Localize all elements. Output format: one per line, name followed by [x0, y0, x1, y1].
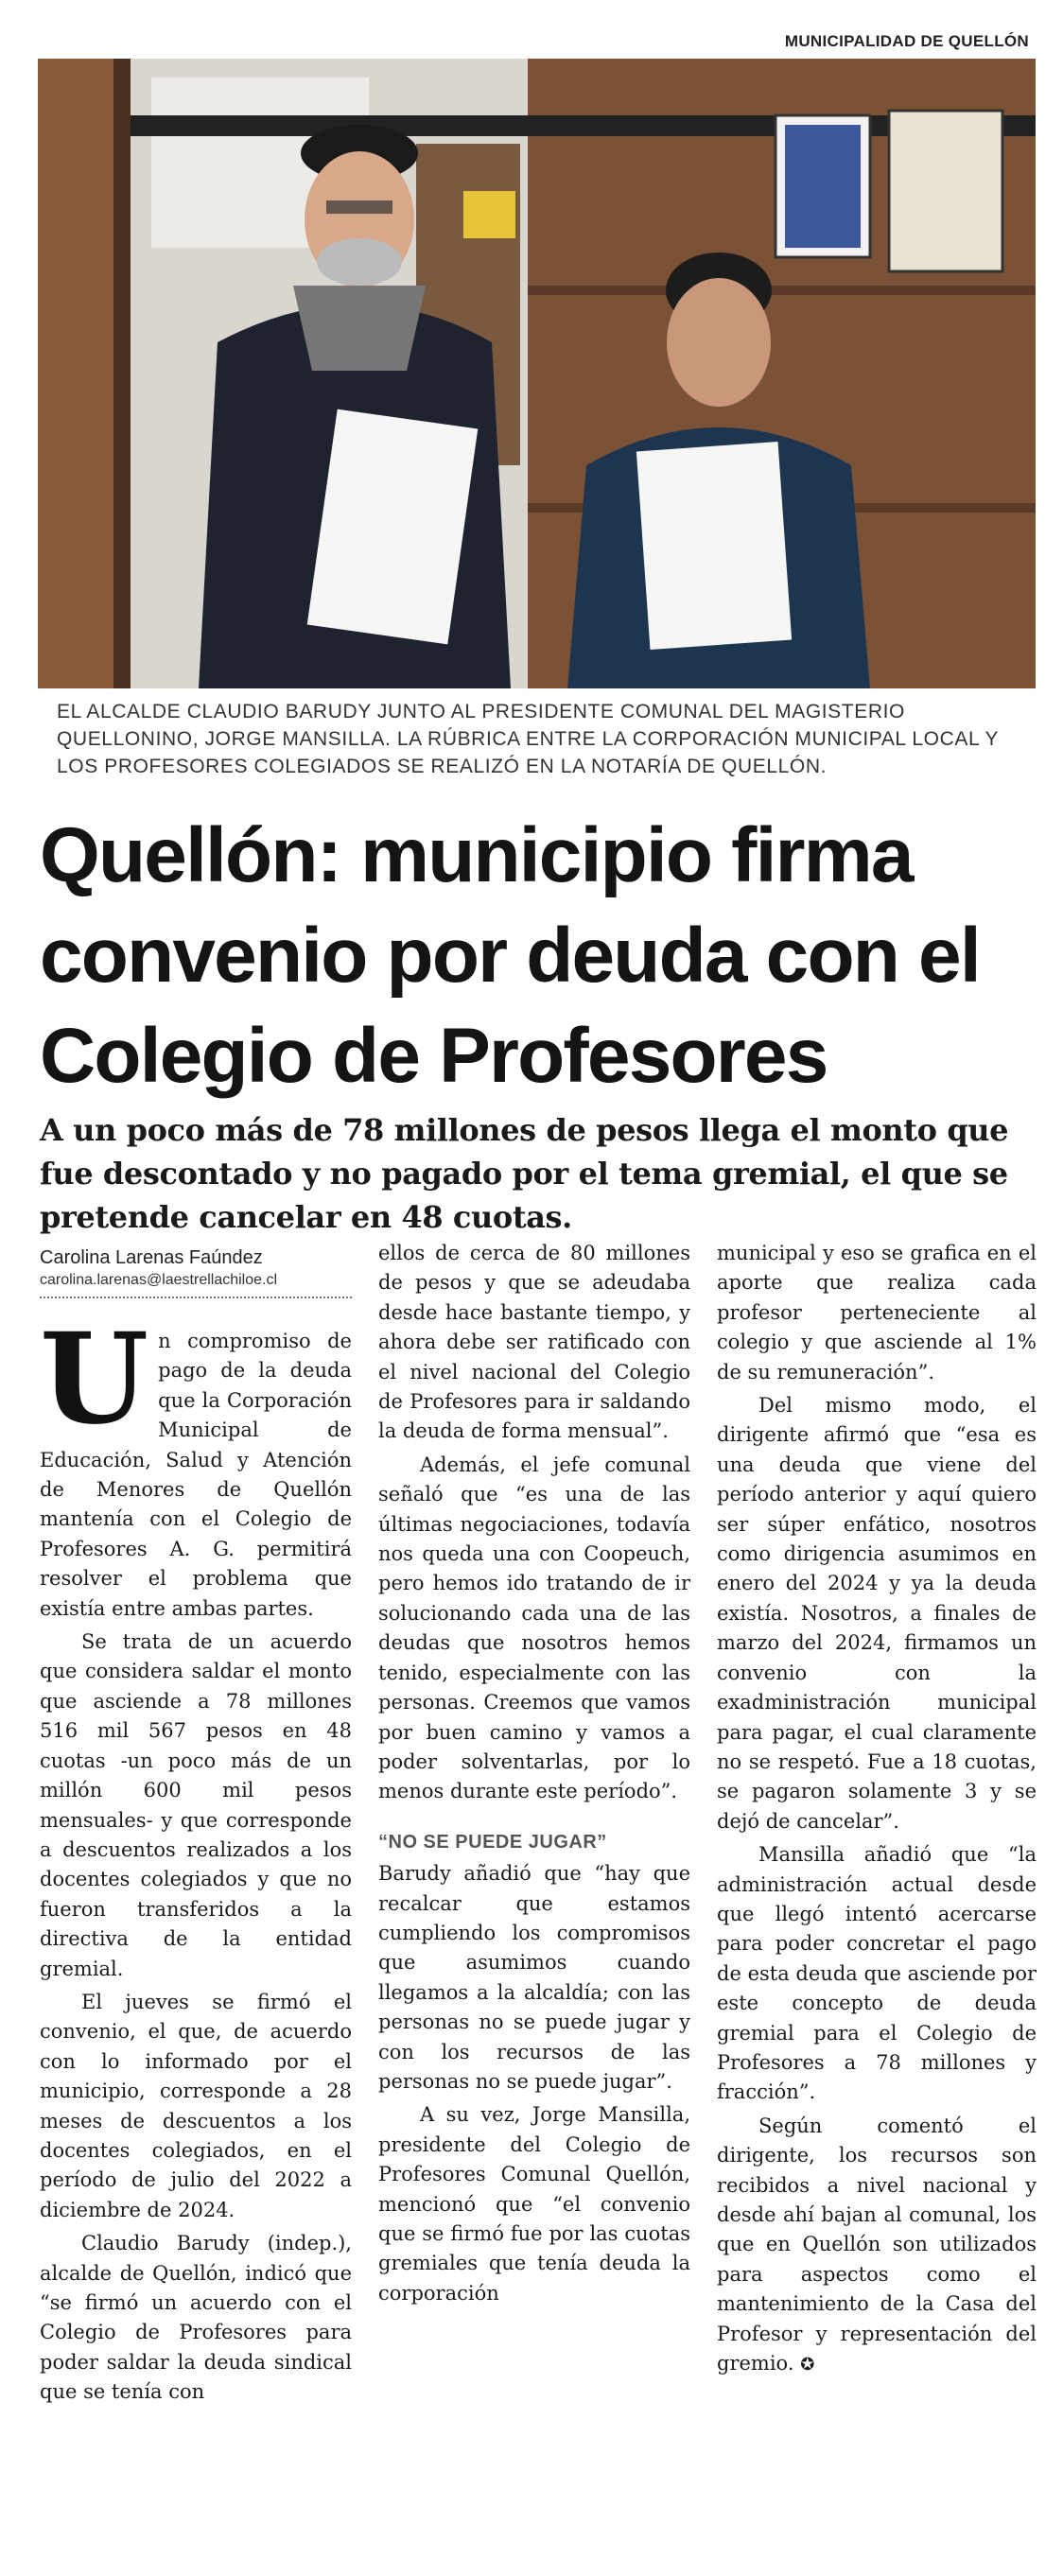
article-column-1: [40, 1306, 352, 2411]
byline-divider: [40, 1297, 352, 1298]
paragraph: municipal y eso se grafica en el aporte que realiza cada profesor perteneciente al colegio y que asciende al 1% de su remuneración”.: [717, 1242, 1037, 1384]
end-mark-icon: ✪: [800, 2355, 815, 2376]
article-column-2: [378, 1239, 690, 2312]
paragraph-text: n compromiso de pago de la deuda que la Corporación Municipal de Educación, Salud y Atención de Menores de Quellón mantenía con el Colegio de Profesores A. G. permitirá resolver el problema que existía entre ambas partes.: [40, 1330, 352, 1620]
photo-credit: MUNICIPALIDAD DE QUELLÓN: [784, 32, 1029, 50]
paragraph: Mansilla añadió que “la administración actual desde que llegó intentó acercarse para poder concretar el pago de esta deuda que asciende por este concepto de deuda gremial para el Colegio de Profesores a 78 millones y fracción”.: [717, 1843, 1037, 2104]
news-photo: [38, 59, 1036, 688]
paragraph: Barudy añadió que “hay que recalcar que estamos cumpliendo los compromisos que asumimos cuando llegamos a la alcaldía; con las personas no se puede jugar y con los recursos de las personas no se puede jugar”.: [378, 1862, 690, 2093]
byline: [40, 1245, 352, 1291]
paragraph: A su vez, Jorge Mansilla, presidente del Colegio de Profesores Comunal Quellón, mencionó que “el convenio que se firmó fue por las cuotas gremiales que tenía deuda la corporación: [378, 2103, 690, 2305]
paragraph: Además, el jefe comunal señaló que “es una de las últimas negociaciones, todavía nos queda una con Coopeuch, pero hemos ido tratando de ir solucionando cada una de las deudas que nosotros hemos tenido, especialmente con las personas. Creemos que vamos por buen camino y vamos a poder solventarlas, por lo menos durante este período”.: [378, 1453, 690, 1803]
subheading: “NO SE PUEDE JUGAR”: [378, 1831, 607, 1853]
paragraph: [717, 2112, 1037, 2380]
author-email[interactable]: carolina.larenas@laestrellachiloe.cl: [40, 1272, 278, 1288]
deck: A un poco más de 78 millones de pesos llega el monto que fue descontado y no pagado por el tema gremial, el que se pretende cancelar en 48 cuotas.: [40, 1112, 1009, 1235]
paragraph: [40, 1306, 352, 1624]
paragraph-text: Según comentó el dirigente, los recursos son recibidos a nivel nacional y desde ahí bajan al comunal, los que en Quellón son utilizados para aspectos como el mantenimiento de la Casa del Profesor y representación del gremio.: [717, 2114, 1037, 2376]
paragraph: ellos de cerca de 80 millones de pesos y que se adeudaba desde hace bastante tiempo, y ahora debe ser ratificado con el nivel nacional del Colegio de Profesores para ir saldando la deuda de forma mensual”.: [378, 1242, 690, 1443]
article-column-3: [717, 1239, 1037, 2383]
paragraph: El jueves se firmó el convenio, el que, de acuerdo con lo informado por el municipio, corresponde a 28 meses de descuentos a los docentes colegiados, en el período de julio del 2022 a diciembre de 2024.: [40, 1990, 352, 2221]
drop-cap: U: [40, 1306, 149, 1453]
photo-caption: EL ALCALDE CLAUDIO BARUDY JUNTO AL PRESIDENTE COMUNAL DEL MAGISTERIO QUELLONINO, JORGE MANSILLA. LA RÚBRICA ENTRE LA CORPORACIÓN MUNICIPAL LOCAL Y LOS PROFESORES COLEGIADOS SE REALIZÓ EN LA NOTARÍA DE QUELLÓN.: [57, 701, 999, 777]
paragraph: Se trata de un acuerdo que considera saldar el monto que asciende a 78 millones 516 mil 567 pesos en 48 cuotas -un poco más de un millón 600 mil pesos mensuales- y que corresponde a descuentos realizados a los docentes colegiados y que no fueron transferidos a la directiva de la entidad gremial.: [40, 1630, 352, 1980]
paragraph: Del mismo modo, el dirigente afirmó que “esa es una deuda que viene del período anterior y aquí quiero ser súper enfático, nosotros como dirigencia asumimos en enero del 2024 y ya la deuda existía. Nosotros, a finales de marzo del 2024, firmamos un convenio con la exadministración municipal para pagar, el cual claramente no se respetó. Fue a 18 cuotas, se pagaron solamente 3 y se dejó de cancelar”.: [717, 1394, 1037, 1833]
paragraph: Claudio Barudy (indep.), alcalde de Quellón, indicó que “se firmó un acuerdo con el Colegio de Profesores para poder saldar la deuda sindical que se tenía con: [40, 2232, 352, 2404]
news-photo-illustration: [38, 59, 1036, 688]
headline: Quellón: municipio firma convenio por deuda con el Colegio de Profesores: [40, 812, 980, 1099]
author-name: Carolina Larenas Faúndez: [40, 1247, 263, 1268]
